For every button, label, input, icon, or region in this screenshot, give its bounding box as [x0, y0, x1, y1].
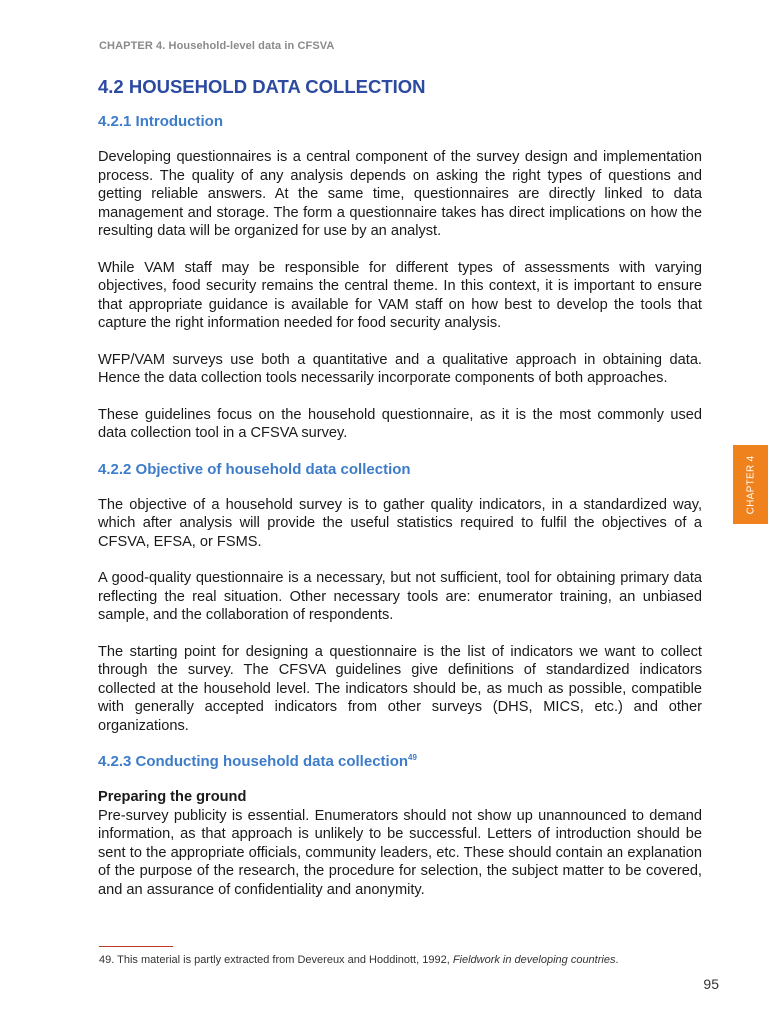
footnote-rule: [99, 946, 173, 947]
chapter-side-tab: [733, 445, 768, 524]
subheading-preparing-the-ground: Preparing the ground: [98, 789, 247, 805]
paragraph: The starting point for designing a questionnaire is the list of indicators we want to collect through the survey. The CFSVA guidelines give definitions of standardized indicators collected at the household level. The indicators should be, as much as possible, compatible with generally accepted indicators from other surveys (DHS, MICS, etc.) and other organizations.: [98, 643, 702, 734]
footnote: [99, 954, 703, 966]
subsection-title-introduction: 4.2.1 Introduction: [98, 113, 224, 130]
paragraph: While VAM staff may be responsible for different types of assessments with varying objectives, food security remains the central theme. In this context, it is important to ensure that appropriate guidance is available for VAM staff on how best to develop the tools that capture the right information needed for food security analysis.: [98, 259, 702, 331]
footnote-text: 49. This material is partly extracted from Devereux and Hoddinott, 1992,: [99, 954, 453, 966]
paragraph: These guidelines focus on the household questionnaire, as it is the most commonly used data collection tool in a CFSVA survey.: [98, 406, 702, 441]
subsection-title-text: 4.2.3 Conducting household data collection: [98, 753, 409, 770]
section-title: 4.2 HOUSEHOLD DATA COLLECTION: [98, 76, 426, 97]
footnote-reference[interactable]: 49: [408, 753, 417, 762]
paragraph: The objective of a household survey is to gather quality indicators, in a standardized way, which after analysis will provide the useful statistics required to fulfil the objectives of a CFSVA, EFSA, or FSMS.: [98, 496, 702, 550]
paragraph: A good-quality questionnaire is a necessary, but not sufficient, tool for obtaining primary data reflecting the real situation. Other necessary tools are: enumerator training, an unbiased sample, and the collaboration of respondents.: [98, 570, 702, 623]
paragraph: WFP/VAM surveys use both a quantitative and a qualitative approach in obtaining data. Hence the data collection tools necessarily incorporate components of both approaches.: [98, 351, 702, 386]
running-head: CHAPTER 4. Household-level data in CFSVA: [99, 40, 335, 52]
footnote-end: .: [615, 954, 619, 966]
page-number: 95: [703, 976, 719, 992]
paragraph: Developing questionnaires is a central component of the survey design and implementation process. The quality of any analysis depends on asking the right types of questions and getting reliable answers. At the same time, questionnaires are directly linked to data management and storage. The form a questionnaire takes has direct implications on how the resulting data will be organized for use by an analyst.: [98, 149, 702, 239]
chapter-tab-label: CHAPTER 4: [745, 455, 756, 514]
subsection-title-conducting: [98, 753, 702, 770]
page-body: [98, 76, 702, 917]
subsection-title-objective: 4.2.2 Objective of household data collection: [98, 460, 411, 478]
footnote-book-title: Fieldwork in developing countries: [452, 954, 616, 966]
paragraph: Pre-survey publicity is essential. Enumerators should not show up unannounced to demand information, as that approach is unlikely to be successful. Letters of introduction should be sent to the appropriate officials, community leaders, etc. These should contain an explanation of the purpose of the research, the procedure for selection, the subject matter to be covered, and an assurance of confidentiality and anonymity.: [98, 807, 702, 898]
